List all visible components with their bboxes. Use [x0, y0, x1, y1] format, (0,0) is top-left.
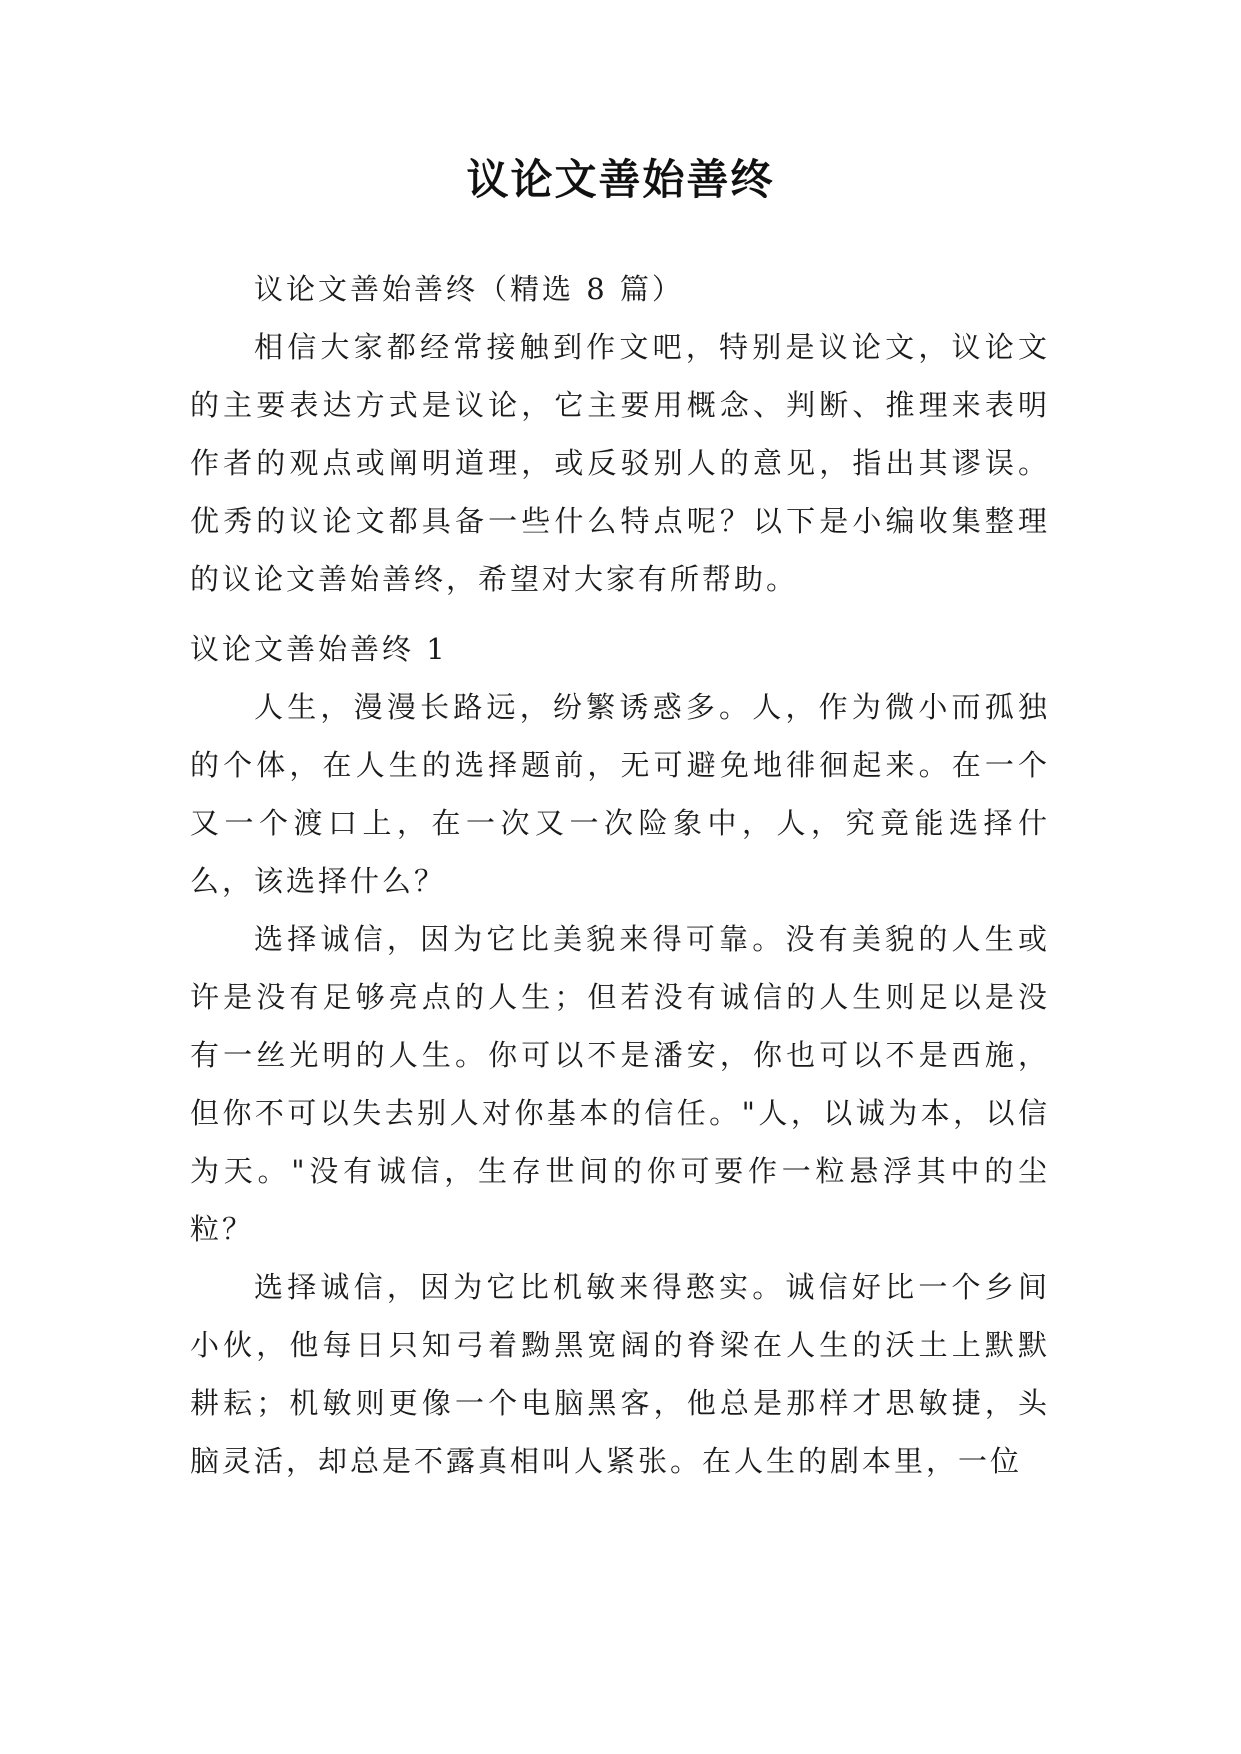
body-paragraph: 选择诚信，因为它比机敏来得憨实。诚信好比一个乡间小伙，他每日只知弓着黝黑宽阔的脊梁在人生的沃土上默默耕耘；机敏则更像一个电脑黑客，他总是那样才思敏捷，头脑灵活，却总是不露真相叫人紧张。在人生的剧本里，一位 [190, 1270, 1050, 1478]
intro-block [190, 260, 1050, 608]
intro-paragraph: 相信大家都经常接触到作文吧，特别是议论文，议论文的主要表达方式是议论，它主要用概念、判断、推理来表明作者的观点或阐明道理，或反驳别人的意见，指出其谬误。优秀的议论文都具备一些什么特点呢？以下是小编收集整理的议论文善始善终，希望对大家有所帮助。 [190, 330, 1050, 596]
body-paragraph: 人生，漫漫长路远，纷繁诱惑多。人，作为微小而孤独的个体，在人生的选择题前，无可避免地徘徊起来。在一个又一个渡口上，在一次又一次险象中，人，究竟能选择什么，该选择什么？ [190, 690, 1050, 898]
section-heading: 议论文善始善终 1 [190, 632, 448, 666]
intro-heading: 议论文善始善终（精选 8 篇） [254, 272, 684, 306]
document-title: 议论文善始善终 [466, 155, 775, 204]
body-paragraph: 选择诚信，因为它比美貌来得可靠。没有美貌的人生或许是没有足够亮点的人生；但若没有诚信的人生则足以是没有一丝光明的人生。你可以不是潘安，你也可以不是西施，但你不可以失去别人对你基本的信任。"人，以诚为本，以信为天。"没有诚信，生存世间的你可要作一粒悬浮其中的尘粒？ [190, 922, 1050, 1246]
section-block [190, 620, 1050, 1490]
